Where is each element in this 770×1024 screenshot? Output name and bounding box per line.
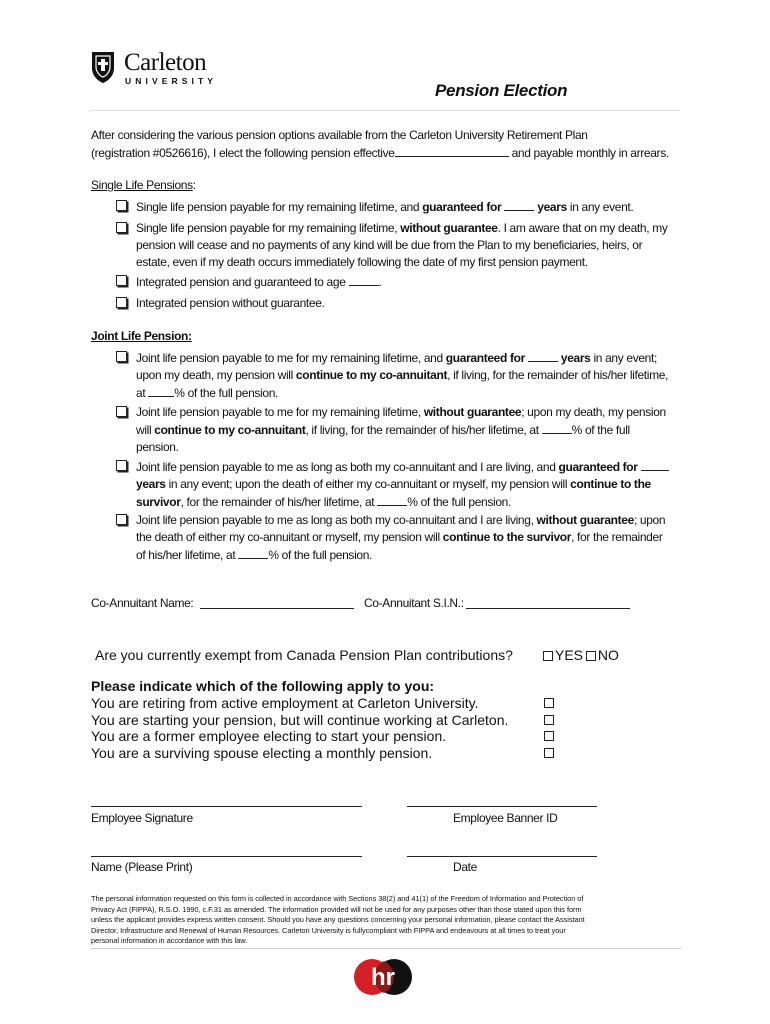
apply-item-label: You are retiring from active employment at Carleton University. — [91, 695, 479, 711]
single-option-4-text: Integrated pension without guarantee. — [136, 296, 325, 310]
privacy-line: Director, Infrastructure and Renewal of Human Resources. Carleton University is fullycompliant with FIPPA and endeavours at all times to treat your — [91, 925, 566, 935]
single-option-3-text — [136, 273, 686, 291]
apply-item-checkbox[interactable] — [544, 731, 554, 741]
text: without guarantee — [423, 405, 522, 419]
hr-logo — [352, 957, 414, 997]
single-option-1[interactable] — [116, 198, 686, 216]
single-option-3-checkbox[interactable] — [116, 275, 127, 286]
text: years — [537, 200, 567, 214]
joint-4-percent-field[interactable] — [238, 546, 268, 559]
text: years — [136, 477, 166, 491]
joint-option-3[interactable] — [116, 458, 686, 510]
joint-life-heading: Joint Life Pension: — [91, 329, 192, 343]
employee-signature-line[interactable] — [91, 806, 362, 807]
cpp-yes-checkbox[interactable] — [543, 651, 553, 661]
joint-option-4-text — [136, 512, 686, 564]
apply-item-label: You are starting your pension, but will continue working at Carleton. — [91, 711, 509, 728]
joint-option-4[interactable] — [116, 512, 686, 564]
joint-option-2-checkbox[interactable] — [116, 406, 127, 417]
carleton-logo — [90, 50, 230, 90]
text: survivor — [136, 495, 181, 509]
text: without guarantee — [536, 513, 634, 527]
guarantee-age-field[interactable] — [349, 273, 379, 286]
cpp-question: Are you currently exempt from Canada Pension Plan contributions? — [95, 647, 513, 663]
single-life-heading — [91, 177, 196, 194]
intro-line-1: After considering the various pension options available from the Carleton University Retirement Plan — [91, 128, 588, 142]
single-option-1-text — [136, 198, 686, 216]
text: continue to the — [570, 477, 651, 491]
text: Single life pension payable for my remaining lifetime, — [136, 221, 401, 235]
text: , if living, for the remainder of his/her lifetime, at — [305, 423, 542, 437]
joint-3-percent-field[interactable] — [377, 493, 407, 506]
text: % of the full pension. — [407, 495, 511, 509]
logo-name: Carleton — [124, 49, 207, 76]
text: pension. — [136, 440, 179, 454]
single-option-3[interactable] — [116, 273, 686, 291]
text: guaranteed for — [558, 460, 638, 474]
title-rule — [90, 110, 680, 111]
text: estate, even if my death occurs immediately following the date of my first pension payment. — [136, 255, 588, 269]
apply-item-label: You are a former employee electing to start your pension. — [91, 728, 447, 744]
apply-item[interactable] — [91, 745, 561, 762]
text: at — [136, 386, 149, 400]
apply-item-label: You are a surviving spouse electing a monthly pension. — [91, 744, 433, 761]
hr-logo-icon — [352, 957, 414, 997]
banner-id-label: Employee Banner ID — [453, 811, 558, 825]
guarantee-years-field[interactable] — [504, 198, 534, 211]
text: in any event; upon the death of either my co-annuitant or myself, my pension will — [165, 477, 571, 491]
intro-line-2 — [91, 144, 669, 162]
employee-signature-label: Employee Signature — [91, 811, 193, 825]
apply-item-checkbox[interactable] — [544, 715, 554, 725]
joint-option-3-text — [136, 458, 686, 511]
privacy-notice — [91, 894, 691, 947]
joint-option-1[interactable] — [116, 349, 686, 401]
cpp-no-label: NO — [597, 647, 619, 663]
single-option-2-text — [136, 220, 686, 271]
text: in any event. — [566, 200, 634, 214]
text: without guarantee — [400, 221, 498, 235]
apply-item[interactable] — [91, 695, 561, 712]
text: Joint life pension payable to me for my remaining lifetime, and — [136, 351, 446, 365]
apply-item[interactable] — [91, 728, 561, 745]
single-heading-colon: : — [192, 178, 196, 192]
joint-option-1-text — [136, 349, 686, 402]
logo-sub: UNIVERSITY — [125, 76, 218, 86]
text: . I am aware that on my death, my — [497, 221, 668, 235]
cpp-yes-label: YES — [555, 647, 584, 663]
text: Integrated pension and guaranteed to age — [136, 275, 349, 289]
joint-3-years-field[interactable] — [641, 458, 669, 471]
text: Joint life pension payable to me as long as both my co-annuitant and I are living, — [136, 513, 537, 527]
apply-heading: Please indicate which of the following apply to you: — [91, 678, 435, 694]
text: pension will cease and no payments of any kind will be due from the Plan to my beneficiaries, heirs, or — [136, 238, 643, 252]
text: the death of either my co-annuitant or myself, my pension will — [136, 530, 443, 544]
privacy-line: Privacy Act (FIPPA), R.S.O. 1990, c.F.31 as amended. The information provided will not be used for any purposes other than those stated upon this form — [91, 904, 582, 914]
single-option-4[interactable] — [116, 295, 686, 313]
joint-option-3-checkbox[interactable] — [116, 460, 127, 471]
apply-item-checkbox[interactable] — [544, 698, 554, 708]
privacy-line: The personal information requested on this form is collected in accordance with Sections 38(2) and 41(1) of the Freedom of Information and Protection of — [91, 894, 584, 903]
privacy-line: unless the applicant provides express written consent. Should you have any questions concerning your personal information, please contact the Assistant — [91, 915, 585, 924]
cpp-no-checkbox[interactable] — [586, 651, 596, 661]
text: guaranteed for — [445, 351, 525, 365]
text: , for the remainder — [571, 530, 663, 544]
text: ; upon my death, my pension — [521, 405, 666, 419]
name-print-label: Name (Please Print) — [91, 860, 193, 874]
single-option-4-checkbox[interactable] — [116, 297, 127, 308]
coannuitant-sin-label: Co-Annuitant S.I.N.: — [364, 596, 464, 610]
text: continue to the survivor — [442, 530, 572, 544]
apply-item[interactable] — [91, 712, 561, 729]
intro-effective-label: (registration #0526616), I elect the following pension effective — [91, 146, 395, 160]
apply-item-checkbox[interactable] — [544, 748, 554, 758]
text: years — [560, 351, 591, 365]
cpp-options — [543, 647, 619, 663]
name-print-line[interactable] — [91, 856, 362, 857]
joint-2-percent-field[interactable] — [542, 421, 572, 434]
text: Joint life pension payable to me as long as both my co-annuitant and I are living, and — [136, 460, 559, 474]
text: . — [378, 275, 382, 289]
effective-date-field[interactable] — [395, 144, 509, 157]
joint-1-percent-field[interactable] — [148, 384, 174, 397]
text: continue to my co-annuitant — [295, 368, 448, 382]
joint-guarantee-years-field[interactable] — [528, 349, 558, 362]
text: Single life pension payable for my remaining lifetime, and — [136, 200, 423, 214]
text: ; upon — [633, 513, 666, 527]
coannuitant-sin-field[interactable] — [466, 608, 630, 609]
hr-logo-text: hr — [371, 964, 395, 991]
apply-list — [91, 695, 561, 761]
single-option-2-checkbox[interactable] — [116, 222, 127, 233]
text: upon my death, my pension will — [136, 368, 296, 382]
banner-id-line[interactable] — [407, 806, 597, 807]
single-heading-text: Single Life Pensions — [91, 178, 193, 192]
text: Joint life pension payable to me for my remaining lifetime, — [136, 405, 424, 419]
joint-option-1-checkbox[interactable] — [116, 351, 127, 362]
text: % of the full pension. — [268, 548, 373, 562]
joint-option-2[interactable] — [116, 404, 686, 456]
date-label: Date — [453, 860, 477, 874]
single-option-2[interactable] — [116, 220, 686, 272]
coannuitant-name-label: Co-Annuitant Name: — [91, 596, 194, 610]
coannuitant-name-field[interactable] — [200, 608, 354, 609]
intro-arrears-label: and payable monthly in arrears. — [511, 146, 669, 160]
joint-option-4-checkbox[interactable] — [116, 514, 127, 525]
privacy-line: personal information in accordance with this law. — [91, 936, 248, 945]
crest-icon — [90, 50, 116, 84]
joint-option-2-text — [136, 404, 686, 456]
text: will — [136, 423, 155, 437]
text: in any event; — [590, 351, 657, 365]
page-title: Pension Election — [435, 81, 568, 100]
text: , if living, for the remainder of his/her lifetime, — [447, 368, 669, 382]
text: % of the full — [571, 423, 630, 437]
text: , for the remainder of his/her lifetime, at — [180, 495, 378, 509]
text: continue to my co-annuitant — [154, 423, 306, 437]
single-option-1-checkbox[interactable] — [116, 200, 127, 211]
text: % of the full pension. — [174, 386, 279, 400]
text: of his/her lifetime, at — [136, 548, 239, 562]
date-line[interactable] — [407, 856, 597, 857]
footer-rule — [91, 948, 681, 949]
text: guaranteed for — [422, 200, 502, 214]
